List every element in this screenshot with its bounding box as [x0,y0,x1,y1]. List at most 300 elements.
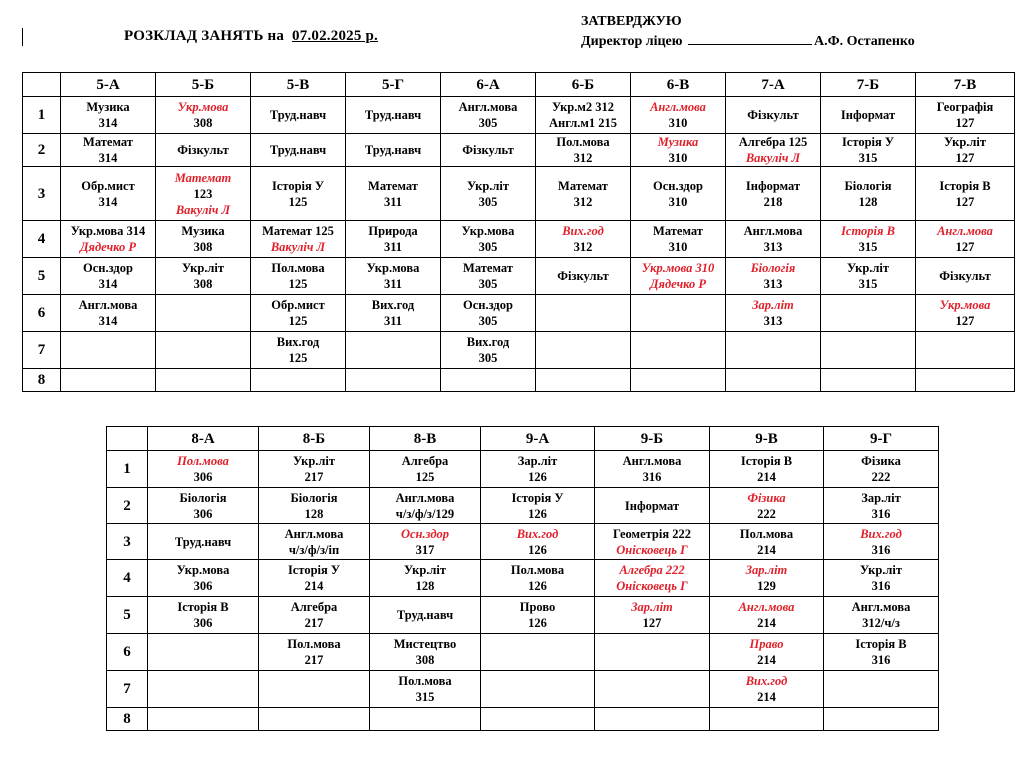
schedule-cell [370,451,481,488]
lesson-number: 6 [23,295,61,332]
subject-text: 305 [478,351,498,365]
schedule-cell [259,708,370,731]
schedule-cell [536,134,631,167]
lesson-number: 7 [23,332,61,369]
schedule-cell [824,597,939,634]
schedule-cell [346,295,441,332]
schedule-cell [595,597,710,634]
schedule-cell [481,671,595,708]
class-header: 9-Г [824,427,939,451]
schedule-cell [726,97,821,134]
subject-text: Історія В [855,637,907,651]
subject-text: 214 [757,470,776,484]
subject-text: 217 [304,616,324,630]
highlighted-subject-text: Біологія [750,261,796,275]
subject-text: Англ.мова [458,100,518,114]
schedule-cell [148,634,259,671]
schedule-cell [536,221,631,258]
subject-text: 314 [98,194,118,209]
schedule-cell [595,524,710,560]
class-header: 8-А [148,427,259,451]
subject-text: 317 [415,542,435,557]
highlighted-subject-text: Зар.літ [745,563,788,577]
approval-block [581,12,915,52]
schedule-cell [156,97,251,134]
schedule-cell [916,167,1015,221]
highlighted-subject-text: Пол.мова [177,454,229,468]
schedule-cell [536,97,631,134]
subject-text: Інформат [624,498,680,513]
schedule-cell [481,451,595,488]
highlighted-subject-text: Зар.літ [631,600,673,614]
highlighted-subject-text: Укр.мова 310 [641,261,715,275]
subject-text: Зар.літ [861,490,901,505]
lesson-number: 1 [23,97,61,134]
schedule-cell [824,671,939,708]
subject-text: Фізкульт [462,143,514,157]
schedule-table-grades-8-9 [106,426,939,731]
subject-text: Історія У [287,563,341,577]
lesson-number: 2 [107,488,148,524]
subject-text: Геометрія 222 [613,526,691,541]
schedule-cell [61,332,156,369]
schedule-cell [259,488,370,524]
schedule-cell [346,221,441,258]
subject-text: 314 [98,151,118,165]
subject-text: 308 [193,277,213,291]
subject-text: Історія В [939,178,991,193]
schedule-cell [156,258,251,295]
schedule-cell [346,332,441,369]
class-header: 7-А [726,73,821,97]
subject-text: Інформат [745,178,801,193]
subject-text: Осн.здор [463,298,513,312]
subject-text: Укр.мова [461,224,515,238]
schedule-cell [631,332,726,369]
highlighted-subject-text: Онісковець Г [616,542,688,557]
subject-text: Укр.літ [181,261,225,275]
subject-text: 306 [193,506,213,521]
subject-text: Укр.літ [466,178,510,193]
subject-text: Математ [83,135,133,149]
lesson-number: 4 [23,221,61,258]
schedule-cell [916,221,1015,258]
signature-line [688,33,812,45]
subject-text: Укр.літ [292,454,336,468]
schedule-cell [821,134,916,167]
schedule-cell [824,451,939,488]
highlighted-subject-text: Зар.літ [752,298,794,312]
subject-text: Математ [653,224,703,238]
schedule-cell [148,451,259,488]
highlighted-subject-text: Право [749,637,784,651]
subject-text: 312 [573,194,593,209]
subject-text: Фізкульт [177,143,229,157]
schedule-cell [259,597,370,634]
schedule-cell [481,560,595,597]
schedule-cell [916,134,1015,167]
lesson-number: 8 [107,708,148,731]
page-title [124,28,378,45]
lesson-row [107,488,939,524]
class-header: 5-Б [156,73,251,97]
schedule-cell [441,369,536,392]
schedule-cell [536,167,631,221]
highlighted-subject-text: Вих.год [516,526,559,541]
subject-text: Інформат [840,108,896,122]
subject-text: Пол.мова [739,526,794,541]
schedule-cell [441,221,536,258]
schedule-cell [156,332,251,369]
schedule-cell [481,708,595,731]
lesson-number: 6 [107,634,148,671]
schedule-cell [148,708,259,731]
schedule-cell [259,671,370,708]
schedule-cell [441,134,536,167]
highlighted-subject-text: Укр.мова [177,100,229,114]
schedule-date: 07.02.2025 р. [292,28,378,44]
subject-text: Фізкульт [747,108,799,122]
subject-text: Обр.мист [81,178,135,193]
schedule-cell [251,134,346,167]
subject-text: Пол.мова [287,637,341,651]
schedule-cell [251,167,346,221]
schedule-cell [156,295,251,332]
lesson-row [107,671,939,708]
schedule-cell [710,634,824,671]
subject-text: 311 [383,240,403,254]
subject-text: Природа [368,224,418,238]
schedule-cell [824,560,939,597]
schedule-cell [61,369,156,392]
schedule-cell [726,295,821,332]
subject-text: 127 [955,116,975,130]
lesson-number: 1 [107,451,148,488]
schedule-cell [710,708,824,731]
subject-text: Укр.літ [846,261,890,275]
highlighted-subject-text: Музика [657,135,699,149]
subject-text: 310 [668,151,688,165]
schedule-cell [710,524,824,560]
subject-text: 306 [193,616,213,630]
subject-text: Історія У [271,178,325,193]
schedule-cell [346,97,441,134]
subject-text: Пол.мова [510,563,565,577]
subject-text: 314 [98,116,118,130]
subject-text: 313 [763,240,783,254]
class-header: 9-Б [595,427,710,451]
lesson-number: 4 [107,560,148,597]
approval-role: Директор ліцею [581,34,683,49]
schedule-cell [370,634,481,671]
subject-text: 126 [528,542,547,557]
subject-text: 125 [288,194,308,209]
subject-text: Укр.мова [366,261,420,275]
subject-text: Вих.год [466,335,510,349]
subject-text: Музика [181,224,225,238]
subject-text: 310 [668,116,688,130]
schedule-cell [251,221,346,258]
lesson-number: 5 [107,597,148,634]
schedule-cell [370,708,481,731]
schedule-cell [251,369,346,392]
subject-text: Укр.літ [403,563,447,577]
subject-text: 310 [668,194,688,209]
highlighted-subject-text: Онісковець Г [616,579,688,593]
schedule-cell [370,488,481,524]
subject-text: 310 [668,240,688,254]
subject-text: 306 [193,579,213,593]
schedule-cell [631,167,726,221]
subject-text: Історія В [177,600,229,614]
subject-text: Географія [936,100,994,114]
schedule-cell [916,332,1015,369]
subject-text: 305 [478,194,498,209]
schedule-cell [536,295,631,332]
schedule-cell [631,369,726,392]
subject-text: Фізика [861,454,901,468]
subject-text: 305 [478,240,498,254]
schedule-cell [916,258,1015,295]
schedule-cell [441,167,536,221]
schedule-cell [346,167,441,221]
class-header: 9-А [481,427,595,451]
subject-text: Труд.навч [396,608,454,622]
highlighted-subject-text: Вих.год [562,224,604,238]
schedule-cell [441,295,536,332]
highlighted-subject-text: Дядечко Р [80,240,136,254]
subject-text: Біологія [290,490,338,505]
subject-text: Історія В [740,454,793,468]
subject-text: 315 [415,690,435,704]
subject-text: Вих.год [371,298,415,312]
subject-text: Англ.мова [78,298,138,312]
subject-text: 305 [478,314,498,328]
subject-text: 316 [871,653,891,667]
subject-text: 312 [573,151,593,165]
schedule-cell [251,332,346,369]
subject-text: 316 [871,542,891,557]
subject-text: Укр.мова [176,563,230,577]
lesson-number: 3 [107,524,148,560]
schedule-cell [61,134,156,167]
subject-text: 129 [757,579,776,593]
lesson-row [107,597,939,634]
subject-text: Вих.год [276,335,320,349]
highlighted-subject-text: Вакуліч Л [175,202,231,217]
class-header: 5-Г [346,73,441,97]
class-header: 8-В [370,427,481,451]
schedule-cell [346,258,441,295]
lesson-row [107,634,939,671]
subject-text: 305 [478,277,498,291]
schedule-cell [710,488,824,524]
lesson-number: 5 [23,258,61,295]
subject-text: 128 [858,194,878,209]
corner-cell [23,73,61,97]
schedule-cell [824,488,939,524]
corner-cell [107,427,148,451]
subject-text: 127 [642,616,662,630]
lesson-number: 8 [23,369,61,392]
schedule-cell [481,597,595,634]
subject-text: 315 [858,151,878,165]
subject-text: Математ [558,178,608,193]
highlighted-subject-text: Осн.здор [400,526,450,541]
subject-text: 312 [573,240,593,254]
schedule-cell [148,488,259,524]
schedule-cell [156,167,251,221]
subject-text: Осн.здор [653,178,703,193]
subject-text: 308 [193,240,213,254]
subject-text: Труд.навч [364,108,422,122]
highlighted-subject-text: Укр.мова [939,298,991,312]
schedule-cell [259,524,370,560]
subject-text: 306 [193,470,213,484]
schedule-cell [821,332,916,369]
subject-text: Математ [368,178,418,193]
lesson-row [23,258,1015,295]
subject-text: Укр.літ [859,563,903,577]
subject-text: 125 [288,314,308,328]
schedule-cell [824,634,939,671]
subject-text: Труд.навч [269,143,327,157]
lesson-row [23,221,1015,258]
subject-text: 126 [528,616,547,630]
schedule-cell [370,560,481,597]
schedule-cell [821,295,916,332]
subject-text: Англ.м1 215 [548,116,618,130]
schedule-cell [821,221,916,258]
subject-text: 125 [288,351,308,365]
subject-text: Англ.мова [395,490,455,505]
subject-text: Пол.мова [271,261,325,275]
schedule-cell [595,488,710,524]
highlighted-subject-text: Історія В [841,224,895,238]
schedule-cell [61,167,156,221]
subject-text: 217 [304,470,324,484]
subject-text: Укр.літ [943,135,987,149]
schedule-cell [148,597,259,634]
approval-signature-line [581,32,915,52]
schedule-cell [370,597,481,634]
subject-text: Зар.літ [517,454,558,468]
schedule-cell [726,369,821,392]
schedule-cell [824,524,939,560]
subject-text: 315 [858,277,878,291]
schedule-cell [726,221,821,258]
schedule-cell [441,258,536,295]
schedule-cell [595,451,710,488]
subject-text: 305 [478,116,498,130]
highlighted-subject-text: Вакуліч Л [270,240,326,254]
schedule-cell [61,97,156,134]
schedule-cell [631,221,726,258]
schedule-cell [710,451,824,488]
subject-text: Біологія [179,490,227,505]
class-header: 9-В [710,427,824,451]
schedule-cell [536,332,631,369]
subject-text: 312/ч/з [862,616,900,630]
subject-text: Історія У [841,135,895,149]
subject-text: 128 [415,579,435,593]
lesson-row [107,560,939,597]
subject-text: Фізкульт [939,269,991,283]
subject-text: 125 [288,277,308,291]
schedule-cell [916,97,1015,134]
subject-text: Математ [463,261,513,275]
schedule-cell [916,295,1015,332]
schedule-cell [824,708,939,731]
subject-text: Пол.мова [398,674,452,688]
subject-text: 125 [415,470,435,484]
schedule-cell [61,258,156,295]
schedule-cell [726,332,821,369]
schedule-cell [148,560,259,597]
lesson-number: 7 [107,671,148,708]
schedule-cell [595,708,710,731]
subject-text: 126 [528,506,547,521]
subject-text: 311 [383,277,403,291]
highlighted-subject-text: Англ.мова [650,100,706,114]
schedule-cell [710,597,824,634]
subject-text: Історія У [511,490,564,505]
class-header: 8-Б [259,427,370,451]
schedule-cell [481,488,595,524]
director-name: А.Ф. Остапенко [813,34,915,49]
schedule-cell [148,524,259,560]
highlighted-subject-text: Алгебра 222 [619,563,685,577]
subject-text: 316 [871,579,891,593]
schedule-cell [726,258,821,295]
schedule-cell [251,295,346,332]
subject-text: Музика [86,100,130,114]
schedule-cell [595,560,710,597]
schedule-cell [370,671,481,708]
subject-text: 314 [98,277,118,291]
subject-text: Алгебра [401,454,449,468]
highlighted-subject-text: Дядечко Р [650,277,706,291]
subject-text: 311 [383,314,403,328]
subject-text: 222 [871,470,891,484]
schedule-cell [251,258,346,295]
margin-mark [22,28,23,46]
schedule-cell [536,369,631,392]
schedule-cell [631,258,726,295]
subject-text: 314 [98,314,118,328]
class-header: 6-В [631,73,726,97]
subject-text: 214 [304,579,324,593]
subject-text: Англ.мова [622,454,682,468]
subject-text: Пол.мова [556,135,610,149]
subject-text: 214 [757,653,776,667]
schedule-cell [536,258,631,295]
subject-text: Мистецтво [393,637,457,651]
schedule-cell [631,134,726,167]
subject-text: ч/з/ф/з/129 [395,506,455,521]
subject-text: 127 [955,240,975,254]
schedule-cell [346,134,441,167]
class-header: 7-В [916,73,1015,97]
subject-text: 214 [757,616,776,630]
subject-text: Математ 125 [262,224,334,238]
schedule-cell [821,97,916,134]
subject-text: 222 [757,506,776,521]
schedule-cell [156,221,251,258]
highlighted-subject-text: Фізика [747,490,786,505]
highlighted-subject-text: Англ.мова [937,224,993,238]
subject-text: 316 [871,506,891,521]
